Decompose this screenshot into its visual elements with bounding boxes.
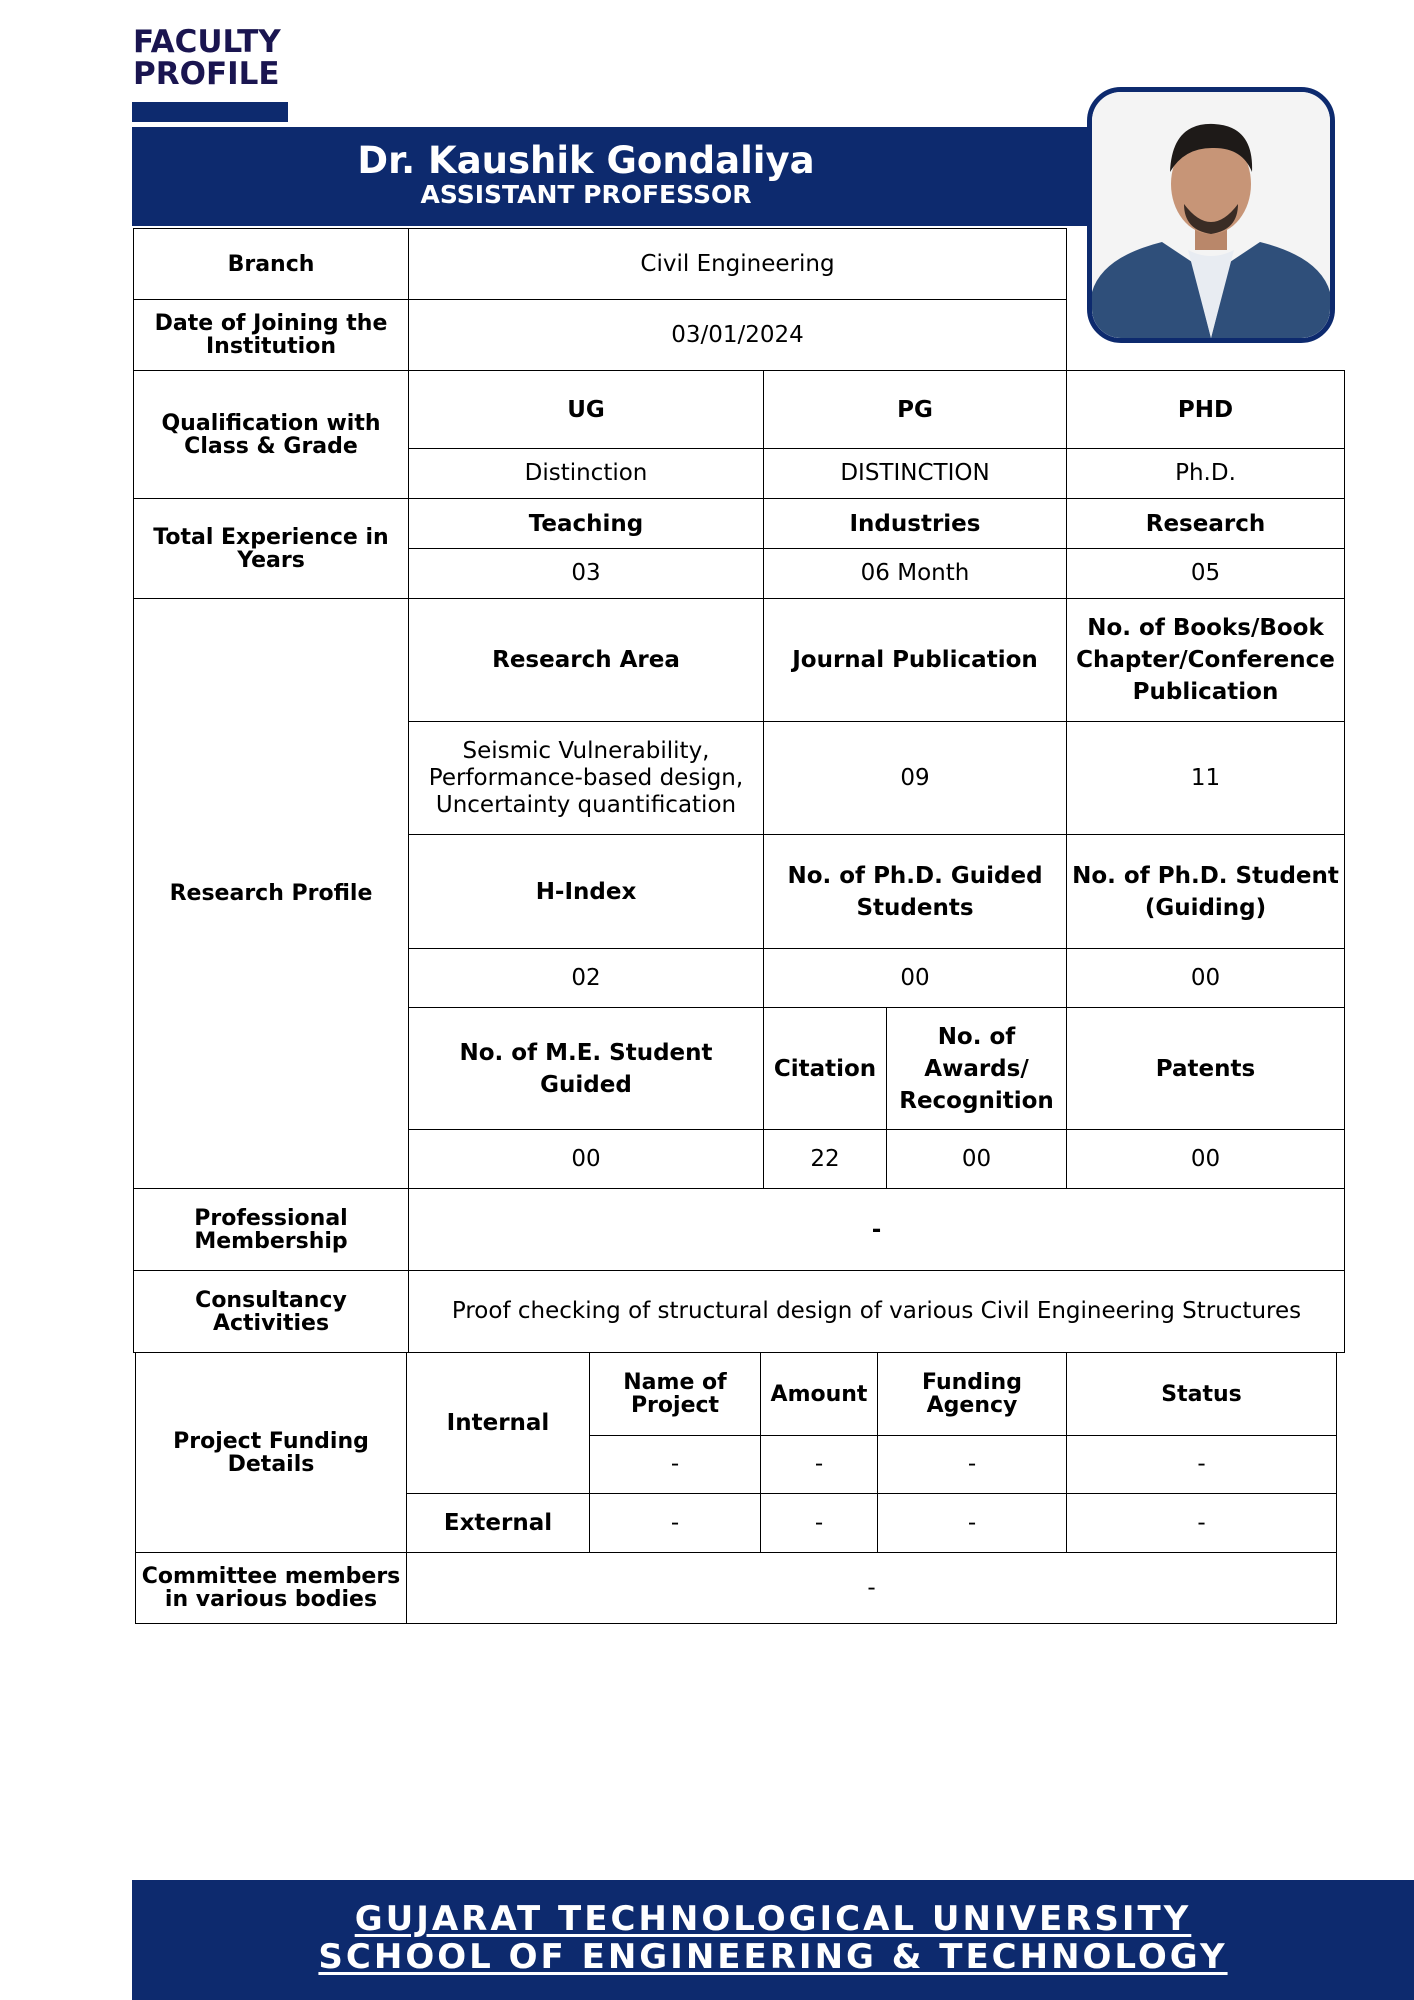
profile-table (133, 228, 1345, 1353)
title-accent-bar (132, 102, 288, 122)
patents-header: Patents (1067, 1008, 1345, 1130)
me-guided-value: 00 (409, 1130, 764, 1189)
name-banner (132, 127, 1090, 226)
books-publication-header: No. of Books/Book Chapter/Conference Publication (1067, 599, 1345, 722)
document-title-line1: FACULTY (133, 24, 281, 60)
document-title-line2: PROFILE (133, 56, 280, 92)
research-label: Research Profile (134, 599, 409, 1189)
qualification-header-pg: PG (764, 371, 1067, 449)
research-area-value: Seismic Vulnerability, Performance-based design, Uncertainty quantification (409, 722, 764, 835)
joining-label: Date of Joining the Institution (134, 300, 409, 371)
qualification-value-ug: Distinction (409, 449, 764, 499)
committee-value: - (407, 1553, 1337, 1624)
faculty-photo (1087, 87, 1335, 343)
external-label: External (407, 1494, 590, 1553)
experience-header-industries: Industries (764, 499, 1067, 549)
phd-guiding-header: No. of Ph.D. Student (Guiding) (1067, 835, 1345, 949)
phd-guided-value: 00 (764, 949, 1067, 1008)
journal-publication-value: 09 (764, 722, 1067, 835)
branch-label: Branch (134, 229, 409, 300)
experience-header-research: Research (1067, 499, 1345, 549)
experience-header-teaching: Teaching (409, 499, 764, 549)
status-header: Status (1067, 1353, 1337, 1436)
phd-guided-header: No. of Ph.D. Guided Students (764, 835, 1067, 949)
internal-label: Internal (407, 1353, 590, 1494)
qualification-label: Qualification with Class & Grade (134, 371, 409, 499)
consultancy-value: Proof checking of structural design of various Civil Engineering Structures (409, 1271, 1345, 1353)
footer-school: SCHOOL OF ENGINEERING & TECHNOLOGY (318, 1937, 1228, 1977)
external-status: - (1067, 1494, 1337, 1553)
qualification-value-phd: Ph.D. (1067, 449, 1345, 499)
funding-table (135, 1352, 1337, 1624)
awards-header: No. of Awards/ Recognition (887, 1008, 1067, 1130)
amount-header: Amount (761, 1353, 878, 1436)
experience-value-teaching: 03 (409, 549, 764, 599)
footer-banner (132, 1880, 1414, 2000)
external-funding-agency: - (878, 1494, 1067, 1553)
internal-funding-agency: - (878, 1436, 1067, 1494)
qualification-value-pg: DISTINCTION (764, 449, 1067, 499)
awards-value: 00 (887, 1130, 1067, 1189)
me-guided-header: No. of M.E. Student Guided (409, 1008, 764, 1130)
funding-agency-header: Funding Agency (878, 1353, 1067, 1436)
internal-status: - (1067, 1436, 1337, 1494)
faculty-name: Dr. Kaushik Gondaliya (357, 139, 815, 182)
portrait-image (1092, 92, 1330, 338)
faculty-designation: ASSISTANT PROFESSOR (420, 180, 752, 209)
membership-value: - (409, 1189, 1345, 1271)
footer-university: GUJARAT TECHNOLOGICAL UNIVERSITY (354, 1899, 1192, 1939)
joining-value: 03/01/2024 (409, 300, 1067, 371)
experience-value-industries: 06 Month (764, 549, 1067, 599)
h-index-header: H-Index (409, 835, 764, 949)
committee-label: Committee members in various bodies (136, 1553, 407, 1624)
internal-project-name: - (590, 1436, 761, 1494)
citation-value: 22 (764, 1130, 887, 1189)
experience-value-research: 05 (1067, 549, 1345, 599)
funding-label: Project Funding Details (136, 1353, 407, 1553)
experience-label: Total Experience in Years (134, 499, 409, 599)
citation-header: Citation (764, 1008, 887, 1130)
external-project-name: - (590, 1494, 761, 1553)
books-publication-value: 11 (1067, 722, 1345, 835)
phd-guiding-value: 00 (1067, 949, 1345, 1008)
internal-amount: - (761, 1436, 878, 1494)
membership-label: Professional Membership (134, 1189, 409, 1271)
h-index-value: 02 (409, 949, 764, 1008)
consultancy-label: Consultancy Activities (134, 1271, 409, 1353)
patents-value: 00 (1067, 1130, 1345, 1189)
project-name-header: Name of Project (590, 1353, 761, 1436)
qualification-header-ug: UG (409, 371, 764, 449)
branch-value: Civil Engineering (409, 229, 1067, 300)
journal-publication-header: Journal Publication (764, 599, 1067, 722)
qualification-header-phd: PHD (1067, 371, 1345, 449)
document-title (133, 26, 281, 90)
research-area-header: Research Area (409, 599, 764, 722)
external-amount: - (761, 1494, 878, 1553)
